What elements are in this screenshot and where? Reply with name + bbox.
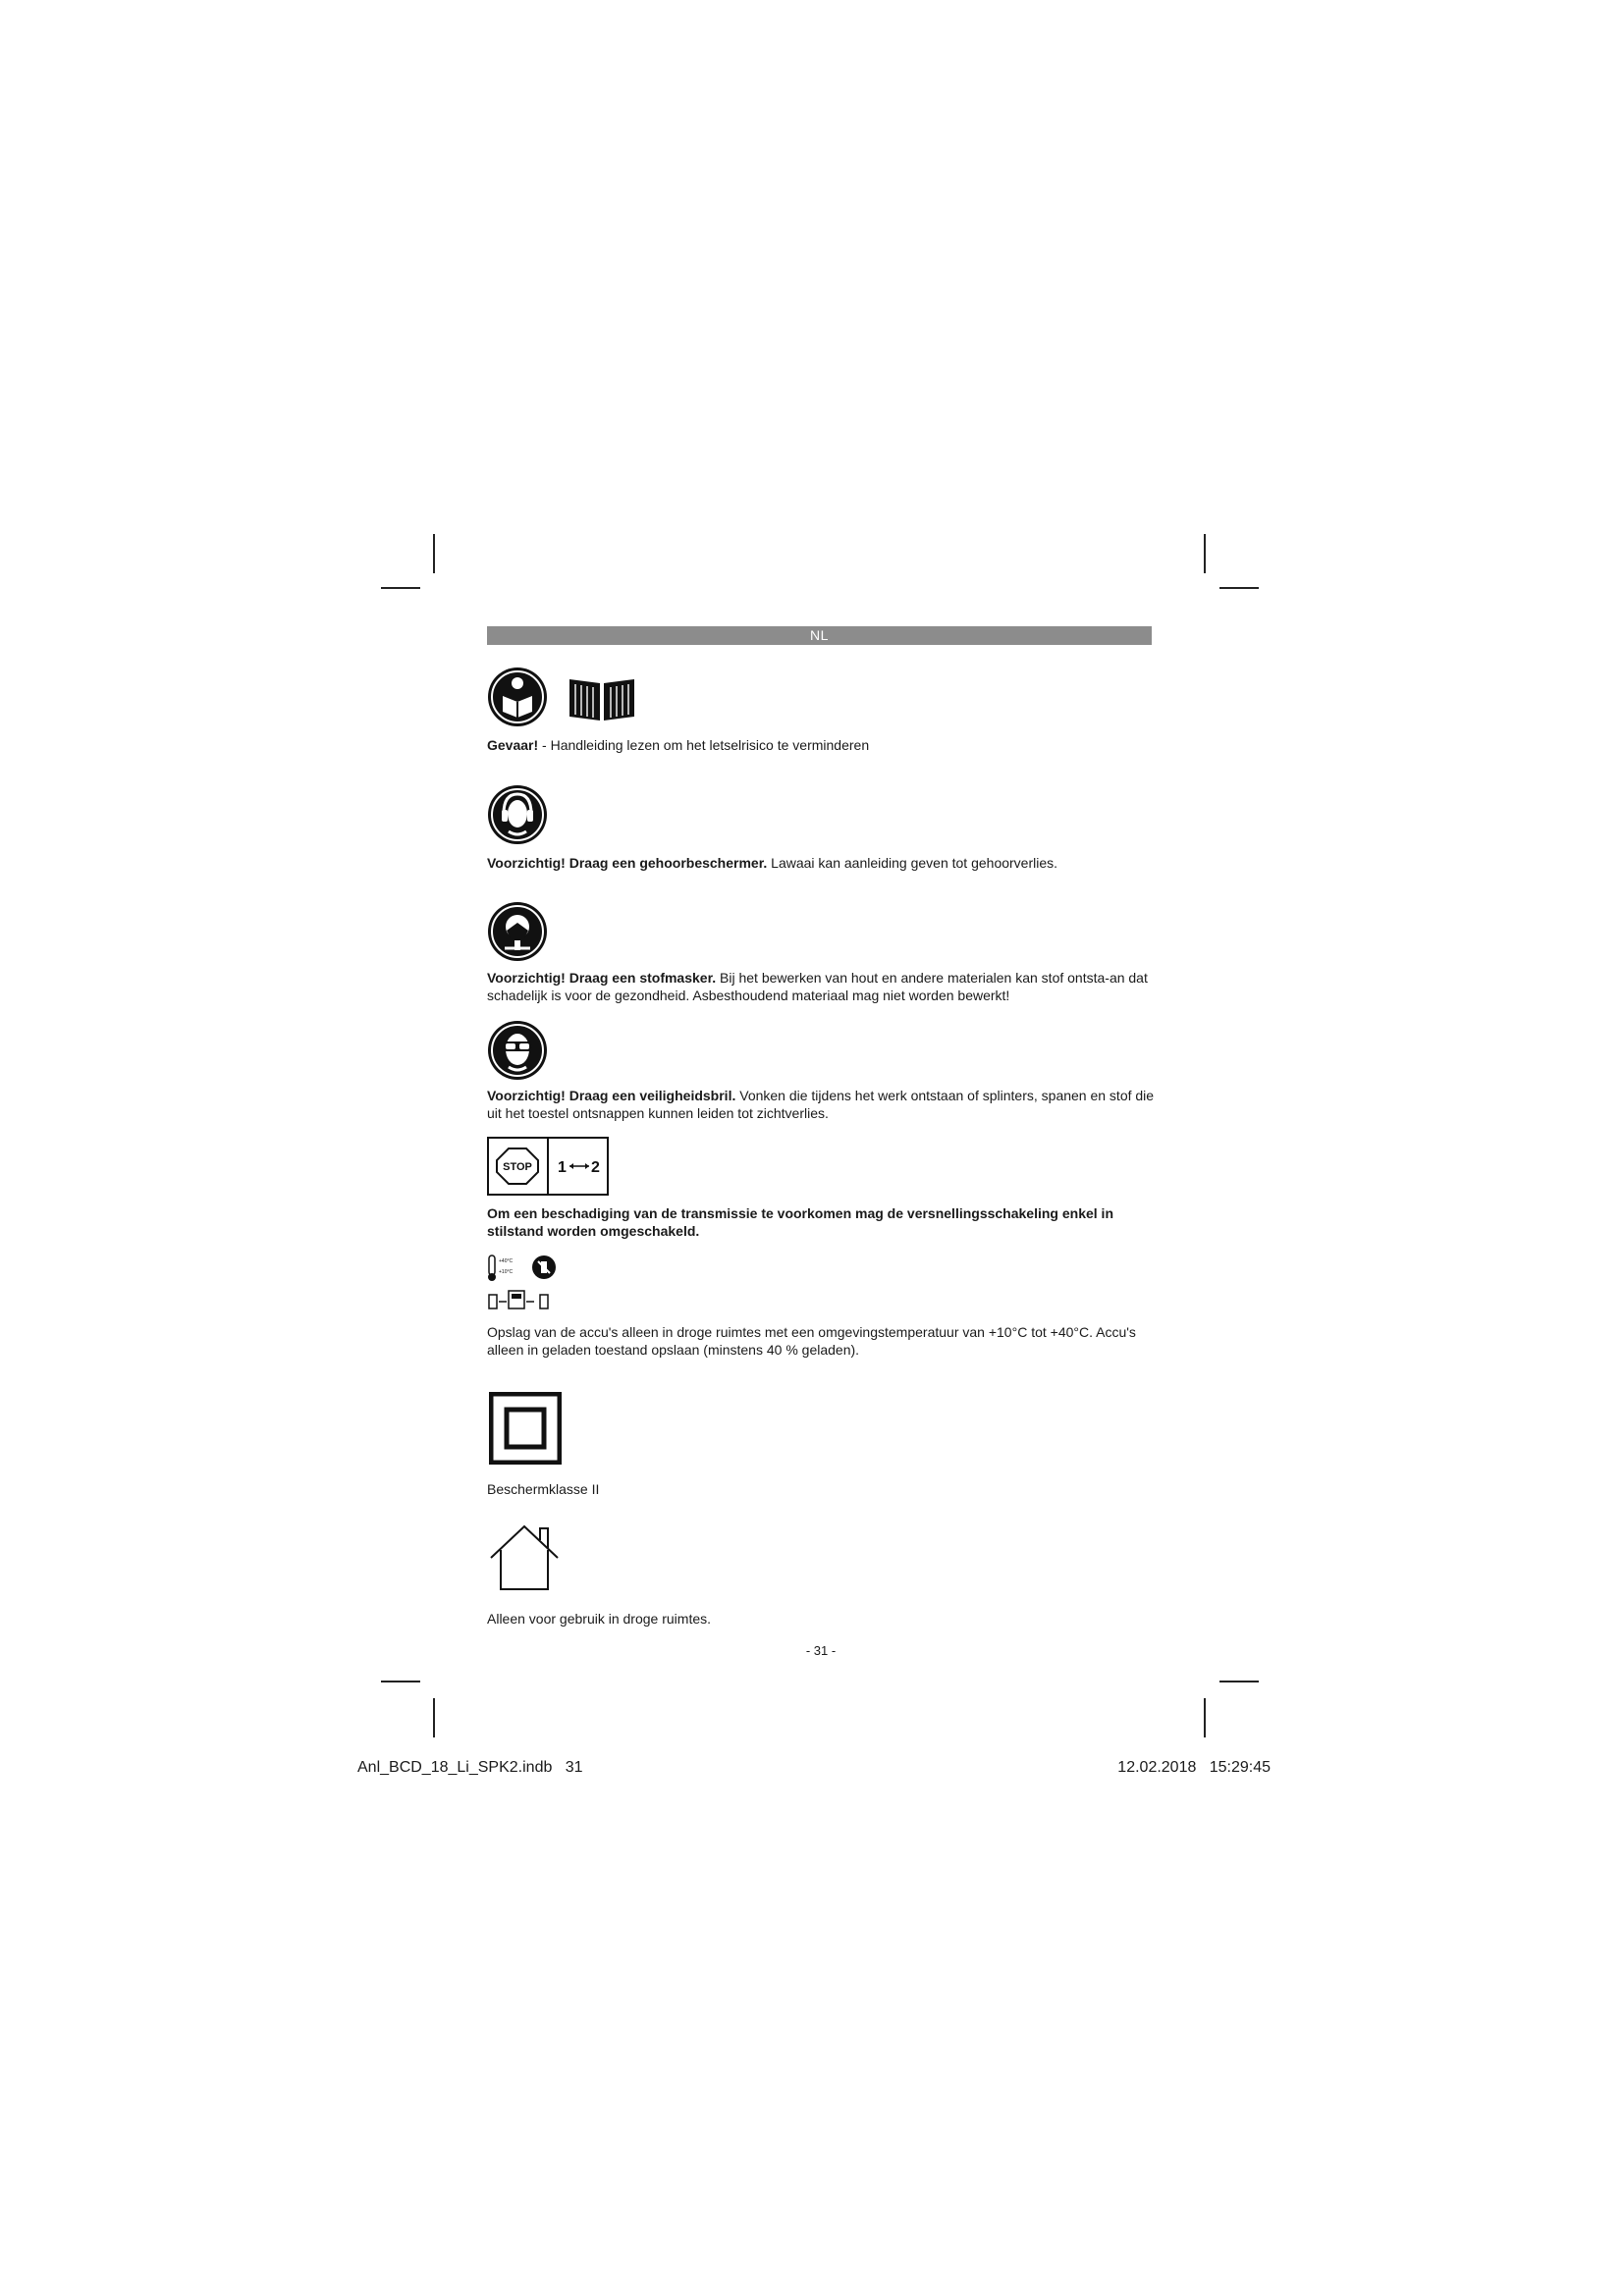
section-indoor-use-text	[487, 1610, 1155, 1628]
section-ear-protection-text	[487, 854, 1155, 872]
crop-mark	[433, 534, 435, 573]
section-stop-gear-text	[487, 1204, 1155, 1240]
warning-bold: Voorzichtig! Draag een veiligheidsbril.	[487, 1088, 736, 1103]
language-header-bar: NL	[487, 626, 1152, 645]
warning-bold: Voorzichtig! Draag een stofmasker.	[487, 970, 717, 986]
indoor-use-label: Alleen voor gebruik in droge ruimtes.	[487, 1611, 712, 1627]
protection-class-label: Beschermklasse II	[487, 1481, 600, 1497]
gear-to-label: 2	[591, 1159, 600, 1176]
crop-mark	[1219, 1681, 1259, 1682]
section-protection-class-text	[487, 1480, 1155, 1498]
battery-storage-text: Opslag van de accu's alleen in droge ruimtes met een omgevingstemperatuur van +10°C tot +40°C. Accu's alleen in geladen toestand opslaan (minstens 40 % geladen).	[487, 1324, 1136, 1358]
warning-bold: Voorzichtig! Draag een gehoorbeschermer.	[487, 855, 768, 871]
safety-glasses-icon	[487, 1020, 548, 1086]
warning-bold: Om een beschadiging van de transmissie te voorkomen mag de versnellingsschakeling enkel in stilstand worden omgeschakeld.	[487, 1205, 1113, 1239]
page-number: - 31 -	[805, 1643, 837, 1658]
section-dust-mask-text	[487, 969, 1155, 1004]
book-icon	[568, 675, 636, 727]
crop-mark	[1204, 1698, 1206, 1737]
ear-protection-icon	[487, 784, 548, 850]
warning-bold: Gevaar!	[487, 737, 539, 753]
temp-low-label: +10°C	[499, 1269, 514, 1275]
gear-from-label: 1	[558, 1159, 567, 1176]
stop-gear-icon	[487, 1137, 609, 1201]
temp-high-label: +40°C	[499, 1258, 514, 1264]
footer-timestamp: 12.02.2018 15:29:45	[1117, 1759, 1271, 1776]
section-read-manual-text	[487, 736, 1155, 754]
protection-class-ii-icon	[489, 1392, 562, 1469]
warning-text: Lawaai kan aanleiding geven tot gehoorverlies.	[767, 855, 1058, 871]
crop-mark	[1204, 534, 1206, 573]
crop-mark	[381, 1681, 420, 1682]
indoor-use-icon	[487, 1522, 562, 1596]
read-manual-icon	[487, 667, 548, 732]
section-safety-glasses-text	[487, 1087, 1155, 1122]
warning-text: Bij het bewerken van hout en andere materialen kan stof ontsta-an dat schadelijk is voor de gezondheid. Asbesthoudend materiaal mag niet worden bewerkt!	[487, 970, 1148, 1003]
dust-mask-icon	[487, 901, 548, 967]
battery-storage-icon	[487, 1254, 556, 1319]
stop-label: STOP	[503, 1161, 532, 1173]
crop-mark	[1219, 587, 1259, 589]
section-battery-text	[487, 1323, 1155, 1359]
footer-file-name: Anl_BCD_18_Li_SPK2.indb 31	[357, 1759, 583, 1776]
crop-mark	[381, 587, 420, 589]
warning-text: Vonken die tijdens het werk ontstaan of splinters, spanen en stof die uit het toestel ontsnappen kunnen leiden tot zichtverlies.	[487, 1088, 1155, 1121]
warning-text: - Handleiding lezen om het letselrisico te verminderen	[538, 737, 870, 753]
crop-mark	[433, 1698, 435, 1737]
